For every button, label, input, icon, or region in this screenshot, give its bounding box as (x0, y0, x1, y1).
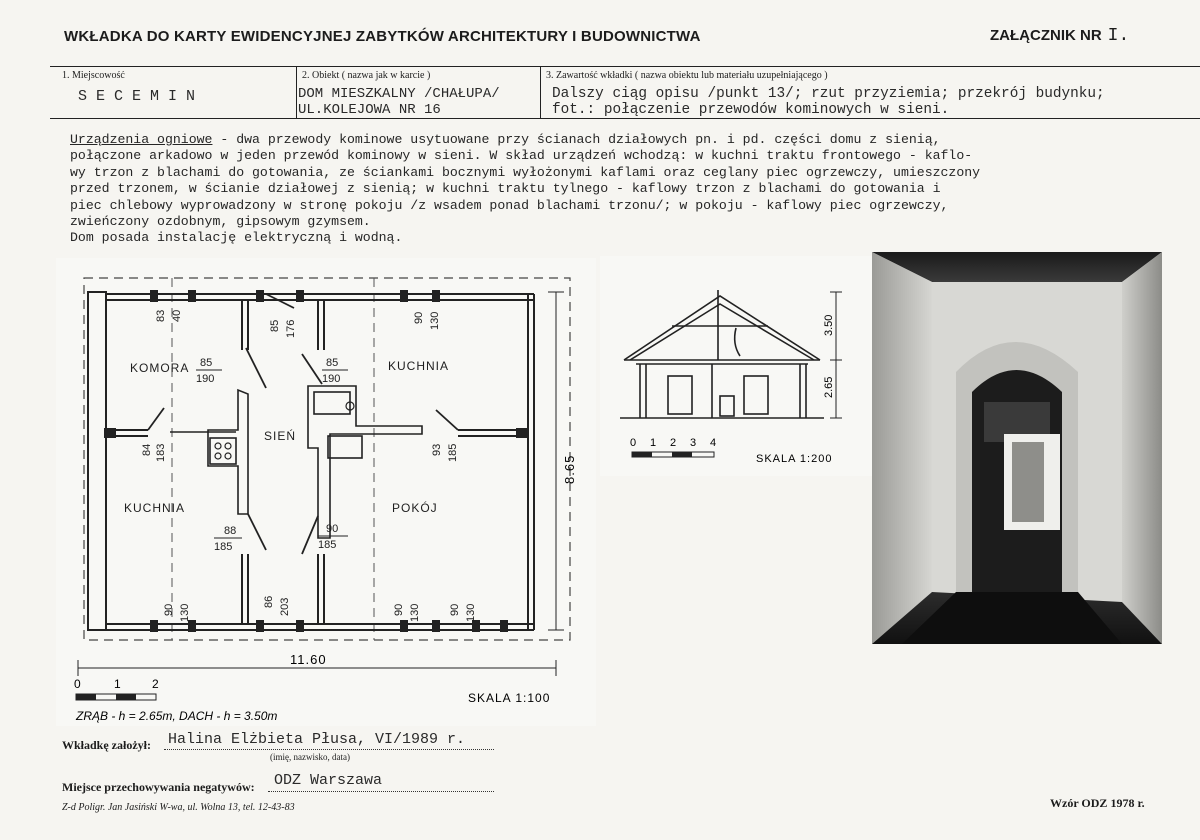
plan-depth-label: 8.65 (562, 454, 577, 484)
description-text (70, 132, 1195, 247)
dimension-label: 90 (413, 311, 425, 324)
author-label: Wkładkę założył: (62, 738, 151, 752)
dimension-label: 90 (163, 603, 175, 616)
field-1-label: 1. Miejscowość (62, 70, 125, 81)
description-line-text: - dwa przewody kominowe usytuowane przy ścianach działowych pn. i pd. części domu z sienią, (212, 132, 941, 147)
author-hint: (imię, nazwisko, data) (270, 752, 350, 762)
description-line: połączone arkadowo w jeden przewód kominowy w sieni. W skład urządzeń wchodzą: w kuchni traktu frontowego - kaflo- (70, 148, 973, 164)
author-dotted-line (164, 749, 494, 750)
corridor-photo-image (872, 252, 1162, 644)
header-rule (50, 66, 1200, 67)
scale-tick-label: 2 (152, 677, 159, 691)
author-value: Halina Elżbieta Płusa, VI/1989 r. (168, 731, 466, 748)
fields-bottom-rule (50, 118, 1200, 119)
dimension-label: 90 (449, 603, 461, 616)
dimension-label: 90 (393, 603, 405, 616)
scale-tick-label: 4 (710, 437, 717, 449)
scale-tick-label: 1 (114, 677, 121, 691)
form-title: WKŁADKA DO KARTY EWIDENCYJNEJ ZABYTKÓW ARCHITEKTURY I BUDOWNICTWA (64, 28, 701, 45)
plan-height-note: ZRĄB - h = 2.65m, DACH - h = 3.50m (76, 709, 278, 723)
scale-tick-label: 3 (690, 437, 697, 449)
room-label: KOMORA (130, 361, 190, 375)
description-line (70, 132, 1195, 148)
room-label: KUCHNIA (124, 501, 186, 515)
dimension-label: 190 (322, 373, 341, 385)
dimension-label: 93 (431, 443, 443, 456)
dimension-label: 130 (179, 603, 191, 622)
field-2-label: 2. Obiekt ( nazwa jak w karcie ) (302, 70, 431, 81)
description-line: wy trzon z blachami do gotowania, ze ściankami bocznymi wyłożonymi kaflami oraz ceglany piec ogrzewczy, umieszczony (70, 164, 981, 180)
form-model: Wzór ODZ 1978 r. (1050, 796, 1145, 810)
dimension-label: 130 (429, 311, 441, 330)
room-label: POKÓJ (392, 501, 438, 515)
section-roof-height: 3.50 (823, 314, 835, 336)
corridor-photo (872, 252, 1162, 644)
storage-dotted-line (268, 791, 494, 792)
annex-heading (990, 26, 1129, 46)
dimension-label: 83 (155, 309, 167, 322)
dimension-label: 185 (447, 443, 459, 462)
field-3-label: 3. Zawartość wkładki ( nazwa obiektu lub materiału uzupełniającego ) (546, 70, 828, 81)
annex-label: ZAŁĄCZNIK NR (990, 27, 1102, 44)
field-3-value-line2: fot.: połączenie przewodów kominowych w sieni. (552, 102, 950, 116)
description-line: przed trzonem, w ścianie działowej z sienią; w kuchni traktu tylnego - kaflowy trzon z blachami do gotowania i (70, 181, 941, 197)
dimension-label: 90 (326, 523, 339, 535)
scale-tick-label: 0 (630, 437, 637, 449)
dimension-label: 88 (224, 525, 237, 537)
dimension-label: 84 (141, 443, 153, 456)
field-divider (540, 66, 541, 118)
field-3-value-line1: Dalszy ciąg opisu /punkt 13/; rzut przyziemia; przekrój budynku; (552, 86, 1105, 102)
field-divider (296, 66, 297, 118)
dimension-label: 40 (171, 309, 183, 322)
dimension-label: 203 (279, 597, 291, 616)
room-label: SIEŃ (264, 429, 297, 443)
dimension-label: 85 (269, 319, 281, 332)
annex-number: I. (1107, 26, 1130, 46)
scale-tick-label: 1 (650, 437, 657, 449)
printer-imprint: Z-d Poligr. Jan Jasiński W-wa, ul. Wolna 13, tel. 12-43-83 (62, 802, 295, 813)
description-line: Dom posada instalację elektryczną i wodną. (70, 230, 403, 246)
dimension-label: 185 (318, 539, 337, 551)
cross-section-drawing (600, 256, 872, 476)
dimension-label: 86 (263, 595, 275, 608)
description-line: piec chlebowy wyprowadzony w stronę pokoju /z wsadem ponad blachami trzonu/; w pokoju - kaflowy piec ogrzewczy, (70, 197, 949, 213)
dimension-label: 176 (285, 319, 297, 338)
section-scale-label: SKALA 1:200 (756, 453, 833, 465)
field-1-value: S E C E M I N (78, 88, 196, 105)
dimension-label: 85 (200, 357, 213, 369)
dimension-label: 185 (214, 541, 233, 553)
dimension-label: 183 (155, 443, 167, 462)
section-wall-height: 2.65 (823, 376, 835, 398)
description-line: zwieńczony ozdobnym, gipsowym gzymsem. (70, 214, 371, 230)
dimension-label: 85 (326, 357, 339, 369)
description-heading: Urządzenia ogniowe (70, 132, 213, 147)
storage-label: Miejsce przechowywania negatywów: (62, 780, 255, 794)
room-label: KUCHNIA (388, 359, 450, 373)
dimension-label: 130 (409, 603, 421, 622)
dimension-label: 190 (196, 373, 215, 385)
dimension-label: 130 (465, 603, 477, 622)
plan-width-label: 11.60 (290, 652, 327, 667)
field-2-value-line2: UL.KOLEJOWA NR 16 (298, 102, 441, 118)
floor-plan-drawing (56, 258, 596, 726)
scale-tick-label: 0 (74, 677, 81, 691)
field-2-value-line1: DOM MIESZKALNY /CHAŁUPA/ (298, 86, 500, 102)
storage-value: ODZ Warszawa (274, 772, 383, 789)
plan-scale-label: SKALA 1:100 (468, 691, 551, 705)
scale-tick-label: 2 (670, 437, 677, 449)
